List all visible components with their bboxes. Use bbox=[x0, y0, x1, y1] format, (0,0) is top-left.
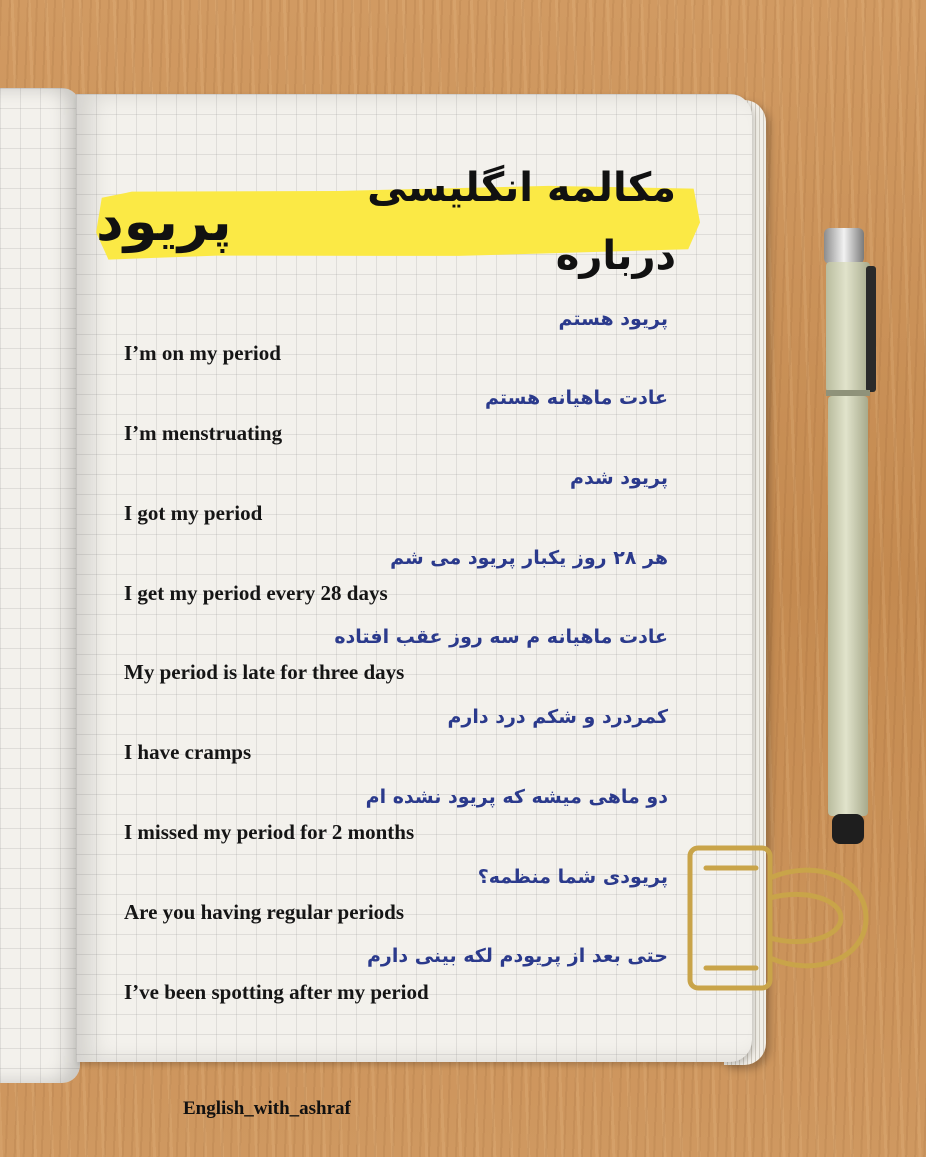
phrase-english-9: I’ve been spotting after my period bbox=[124, 980, 429, 1004]
phrase-persian-6: کمردرد و شکم درد دارم bbox=[447, 706, 668, 728]
phrase-persian-3: پریود شدم bbox=[570, 467, 668, 489]
phrase-english-2: I’m menstruating bbox=[124, 421, 283, 445]
phrase-english-7: I missed my period for 2 months bbox=[124, 820, 415, 844]
phrase-persian-4: هر ۲۸ روز یکبار پریود می شم bbox=[390, 547, 668, 569]
phrase-english-3: I got my period bbox=[124, 501, 263, 525]
binder-clip-icon bbox=[676, 838, 886, 1003]
title-text: مکالمه انگلیسی درباره bbox=[367, 165, 676, 279]
phrase-english-8: Are you having regular periods bbox=[124, 900, 405, 924]
phrase-persian-5: عادت ماهیانه م سه روز عقب افتاده bbox=[334, 626, 668, 648]
phrase-english-5: My period is late for three days bbox=[124, 660, 405, 684]
pen-icon bbox=[814, 222, 894, 854]
phrase-persian-2: عادت ماهیانه هستم bbox=[485, 387, 668, 409]
phrase-persian-8: پریودی شما منظمه؟ bbox=[477, 866, 668, 888]
phrase-english-1: I’m on my period bbox=[124, 341, 281, 365]
phrase-persian-7: دو ماهی میشه که پریود نشده ام bbox=[365, 786, 668, 808]
phrase-english-6: I have cramps bbox=[124, 740, 252, 764]
phrase-english-4: I get my period every 28 days bbox=[124, 581, 388, 605]
page-title bbox=[96, 165, 676, 279]
phrase-persian-1: پریود هستم bbox=[558, 308, 668, 330]
author-handle: English_with_ashraf bbox=[183, 1098, 351, 1119]
title-keyword: پریود bbox=[96, 190, 232, 253]
left-notebook-page bbox=[0, 88, 80, 1083]
phrase-persian-9: حتی بعد از پریودم لکه بینی دارم bbox=[366, 945, 668, 967]
